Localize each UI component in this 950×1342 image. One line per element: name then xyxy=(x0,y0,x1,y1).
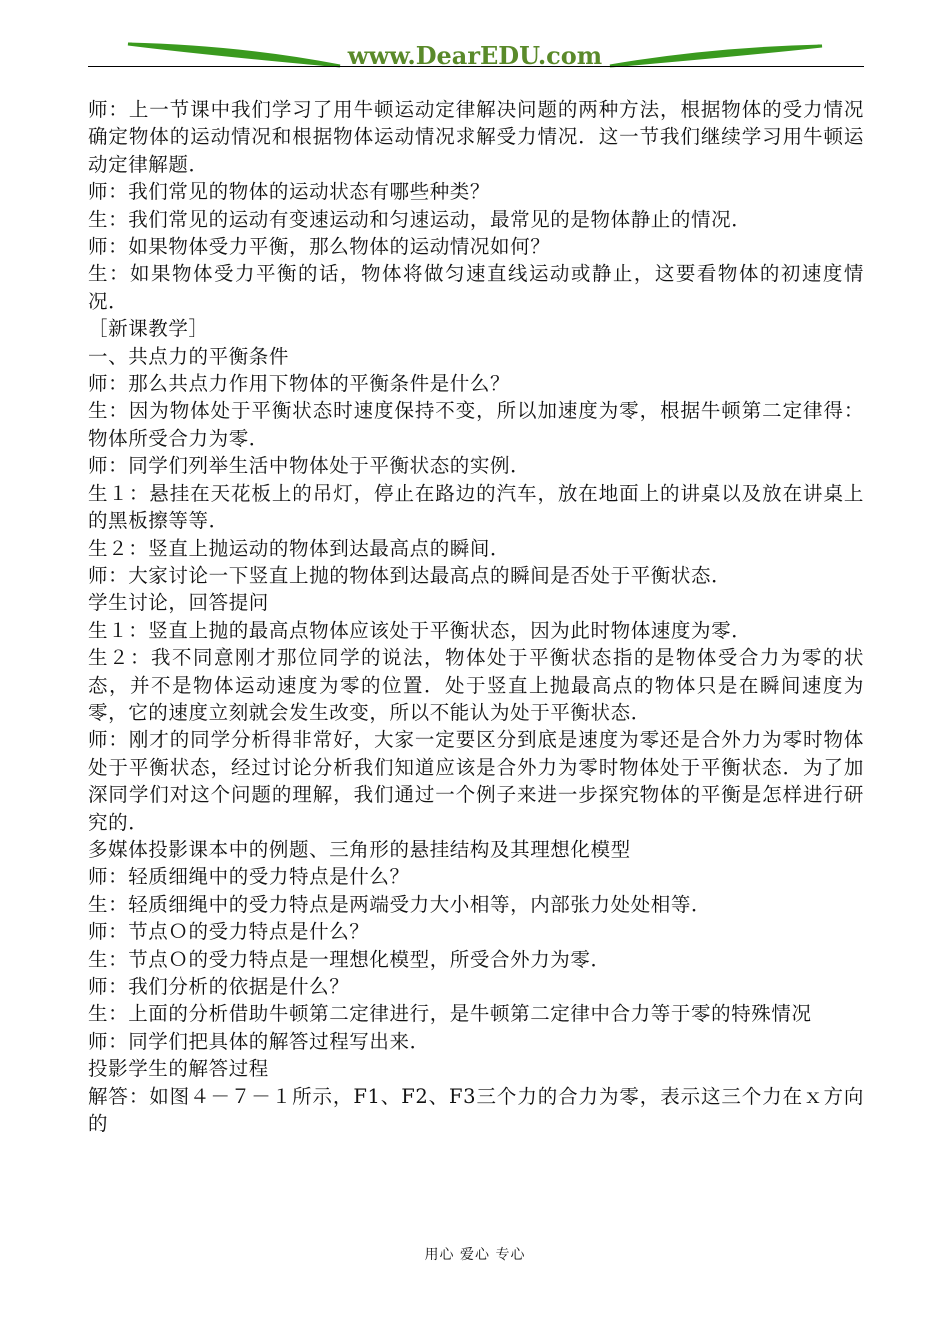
site-header-logo xyxy=(88,30,864,70)
page-footer: 用心 爱心 专心 xyxy=(424,1247,526,1263)
dialogue-paragraph: 生１：悬挂在天花板上的吊灯，停止在路边的汽车，放在地面上的讲桌以及放在讲桌上的黑板擦等等． xyxy=(88,481,864,533)
dialogue-paragraph: 生：因为物体处于平衡状态时速度保持不变，所以加速度为零，根据牛顿第二定律得：物体所受合力为零． xyxy=(88,399,864,450)
dialogue-paragraph: 多媒体投影课本中的例题、三角形的悬挂结构及其理想化模型 xyxy=(88,837,631,861)
dialogue-paragraph: 师：轻质细绳中的受力特点是什么？ xyxy=(88,865,410,889)
dialogue-paragraph: 一、共点力的平衡条件 xyxy=(88,344,290,368)
dialogue-paragraph: 师：同学们把具体的解答过程写出来． xyxy=(88,1029,430,1053)
dialogue-paragraph: 生：节点Ｏ的受力特点是一理想化模型，所受合外力为零． xyxy=(88,947,611,971)
header-rule xyxy=(88,66,864,67)
dialogue-paragraph: 生２：竖直上抛运动的物体到达最高点的瞬间． xyxy=(88,536,511,560)
site-logo-text: www.DearEDU.com xyxy=(347,41,603,70)
dialogue-paragraph: 师：如果物体受力平衡，那么物体的运动情况如何？ xyxy=(88,235,551,259)
dialogue-paragraph: 学生讨论，回答提问 xyxy=(88,591,269,615)
dialogue-paragraph: 师：节点Ｏ的受力特点是什么？ xyxy=(88,920,370,944)
dialogue-paragraph: 师：那么共点力作用下物体的平衡条件是什么？ xyxy=(88,372,511,396)
dialogue-paragraph: 师：大家讨论一下竖直上抛的物体到达最高点的瞬间是否处于平衡状态． xyxy=(88,563,732,587)
dialogue-paragraph: 生：上面的分析借助牛顿第二定律进行，是牛顿第二定律中合力等于零的特殊情况 xyxy=(88,1002,812,1026)
dialogue-paragraph: 生：轻质细绳中的受力特点是两端受力大小相等，内部张力处处相等． xyxy=(88,892,712,916)
dialogue-paragraph: 师：刚才的同学分析得非常好，大家一定要区分到底是速度为零还是合外力为零时物体处于平衡状态，经过讨论分析我们知道应该是合外力为零时物体处于平衡状态．为了加深同学们对这个问题的理解，我们通过一个例子来进一步探究物体的平衡是怎样进行研究的． xyxy=(88,728,864,834)
dialogue-paragraph: 师：我们分析的依据是什么？ xyxy=(88,975,350,998)
dialogue-paragraph: 师：我们常见的物体的运动状态有哪些种类？ xyxy=(88,180,491,204)
right-swoosh xyxy=(610,46,822,66)
dialogue-paragraph: 生１：竖直上抛的最高点物体应该处于平衡状态，因为此时物体速度为零． xyxy=(88,618,752,642)
dialogue-paragraph: 生２：我不同意刚才那位同学的说法，物体处于平衡状态指的是物体受合力为零的状态，并不是物体运动速度为零的位置．处于竖直上抛最高点的物体只是在瞬间速度为零，它的速度立刻就会发生改变，所以不能认为处于平衡状态． xyxy=(88,646,864,724)
dialogue-paragraph: 解答：如图４－７－１所示，F1、F2、F3三个力的合力为零，表示这三个力在ｘ方向的 xyxy=(88,1084,864,1136)
dialogue-paragraph: 生：我们常见的运动有变速运动和匀速运动，最常见的是物体静止的情况． xyxy=(88,207,752,231)
left-swoosh xyxy=(128,44,340,66)
dialogue-paragraph: 师：上一节课中我们学习了用牛顿运动定律解决问题的两种方法，根据物体的受力情况确定物体的运动情况和根据物体运动情况求解受力情况．这一节我们继续学习用牛顿运动定律解题． xyxy=(88,98,864,176)
document-body xyxy=(88,96,864,1137)
dialogue-paragraph: 投影学生的解答过程 xyxy=(88,1057,269,1081)
dialogue-paragraph: ［新课教学］ xyxy=(88,317,209,341)
dialogue-paragraph: 师：同学们列举生活中物体处于平衡状态的实例． xyxy=(88,454,531,478)
logo-swoosh-graphic xyxy=(88,30,864,70)
dialogue-paragraph: 生：如果物体受力平衡的话，物体将做匀速直线运动或静止，这要看物体的初速度情况． xyxy=(88,262,864,313)
